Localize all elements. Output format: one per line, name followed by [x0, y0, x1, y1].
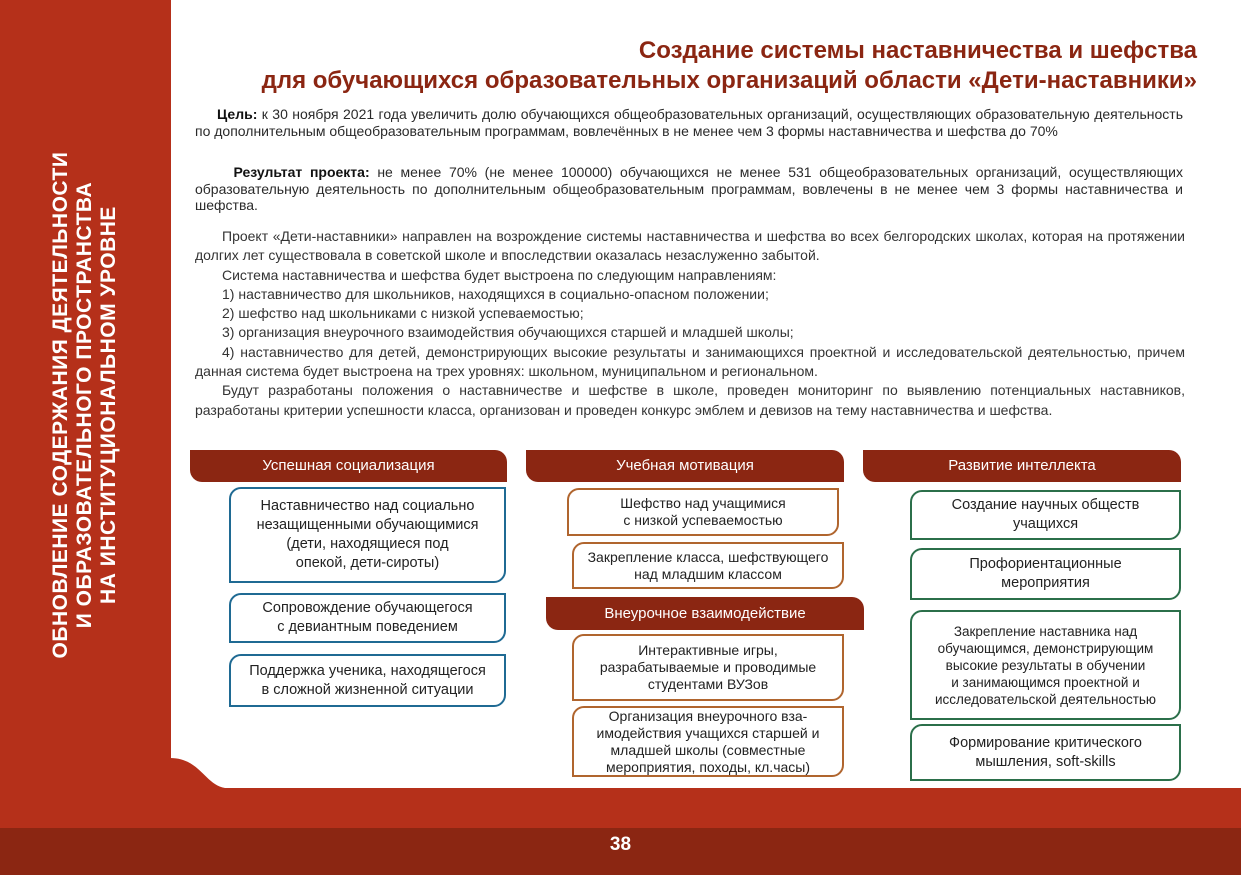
motivation-item-text: Закрепление класса, шефствующего над младшим классом [587, 548, 829, 582]
page-title-line-1: Создание системы наставничества и шефства [638, 37, 1197, 64]
result-label: Результат проекта: [233, 164, 370, 180]
intellect-item [910, 610, 1181, 720]
intellect-item [910, 548, 1181, 600]
body-paragraph: 3) организация внеурочного взаимодействия обучающихся старшей и младшей школы; [222, 324, 794, 341]
column-header-extracurricular: Внеурочное взаимодействие [546, 597, 864, 630]
section-title [49, 75, 121, 735]
intellect-item [910, 724, 1181, 781]
intellect-item-text: Закрепление наставника над обучающимся, демонстрирующим высокие результаты в обучении и занимающимся проектной и исследовательской деятельностью [934, 623, 1157, 707]
column-header-socialization: Успешная социализация [190, 450, 507, 482]
body-paragraph: Система наставничества и шефства будет выстроена по следующим направлениям: [222, 266, 777, 283]
section-title-line: НА ИНСТИТУЦИОНАЛЬНОМ УРОВНЕ [97, 206, 120, 604]
extracurricular-item [572, 706, 844, 777]
socialization-item-text: Поддержка ученика, находящегося в сложной жизненной ситуации [249, 662, 486, 698]
page-title [262, 36, 1197, 96]
motivation-item [572, 542, 844, 589]
section-title-line: ОБНОВЛЕНИЕ СОДЕРЖАНИЯ ДЕЯТЕЛЬНОСТИ [49, 151, 72, 659]
page-number: 38 [609, 834, 632, 855]
extracurricular-item-text: Интерактивные игры, разрабатываемые и проводимые студентами ВУЗов [599, 642, 817, 692]
motivation-item-text: Шефство над учащимися с низкой успеваемостью [620, 495, 786, 528]
body-paragraph: Проект «Дети-наставники» направлен на возрождение системы наставничества и шефства во всех белгородских школах, которая на протяжении долгих лет существовала в советской школе и впоследствии оказалась незаслуженно забытой. [195, 228, 1185, 264]
sidebar-band [0, 0, 171, 760]
body-paragraph: 4) наставничество для детей, демонстрирующих высокие результаты и занимающихся проектной и исследовательской деятельностью, причем данная система будет выстроена на трех уровнях: школьном, муниципальном и региональном. [195, 343, 1185, 380]
page-title-line-2: для обучающихся образовательных организаций области «Дети-наставники» [261, 67, 1197, 94]
intellect-item [910, 490, 1181, 540]
socialization-item-text: Наставничество над социально незащищенными обучающимися (дети, находящиеся под опекой, дети-сироты) [256, 498, 479, 571]
extracurricular-item [572, 634, 844, 701]
goal-paragraph [195, 106, 1183, 139]
extracurricular-item-text: Организация внеурочного вза- имодействия учащихся старшей и младшей школы (совместные мероприятия, походы, кл.часы) [596, 707, 820, 775]
column-header-intellect: Развитие интеллекта [863, 450, 1181, 482]
section-title-line: И ОБРАЗОВАТЕЛЬНОГО ПРОСТРАНСТВА [73, 181, 96, 629]
column-header-motivation: Учебная мотивация [526, 450, 844, 482]
goal-text: к 30 ноября 2021 года увеличить долю обучающихся общеобразовательных организаций, осуществляющих образовательную деятельность по дополнительным общеобразовательным программам, вовлечённых в не менее чем 3 формы наставничества и шефства до 70% [195, 106, 1183, 139]
project-description [195, 227, 1185, 420]
goal-label: Цель: [217, 106, 258, 122]
socialization-item-text: Сопровождение обучающегося с девиантным поведением [262, 600, 473, 635]
motivation-item [567, 488, 839, 536]
intellect-item-text: Формирование критического мышления, soft-skills [949, 734, 1142, 770]
body-paragraph: 1) наставничество для школьников, находящихся в социально-опасном положении; [222, 285, 769, 302]
intellect-item-text: Создание научных обществ учащихся [951, 497, 1140, 532]
socialization-item [229, 654, 506, 707]
intellect-item-text: Профориентационные мероприятия [969, 556, 1122, 591]
socialization-item [229, 593, 506, 643]
result-paragraph [195, 164, 1183, 214]
socialization-item [229, 487, 506, 583]
body-paragraph: 2) шефство над школьниками с низкой успеваемостью; [222, 305, 584, 322]
result-text: не менее 70% (не менее 100000) обучающихся не менее 531 общеобразовательных организаций, осуществляющих образовательную деятельность по дополнительным общеобразовательным программам, вовлечены в не менее чем 3 формы наставничества и шефства. [195, 164, 1183, 213]
body-paragraph: Будут разработаны положения о наставничестве и шефстве в школе, проведен мониторинг по выявлению потенциальных наставников, разработаны критерии успешности класса, организован и проведен конкурс эмблем и девизов на тему наставничества и шефства. [195, 382, 1185, 418]
